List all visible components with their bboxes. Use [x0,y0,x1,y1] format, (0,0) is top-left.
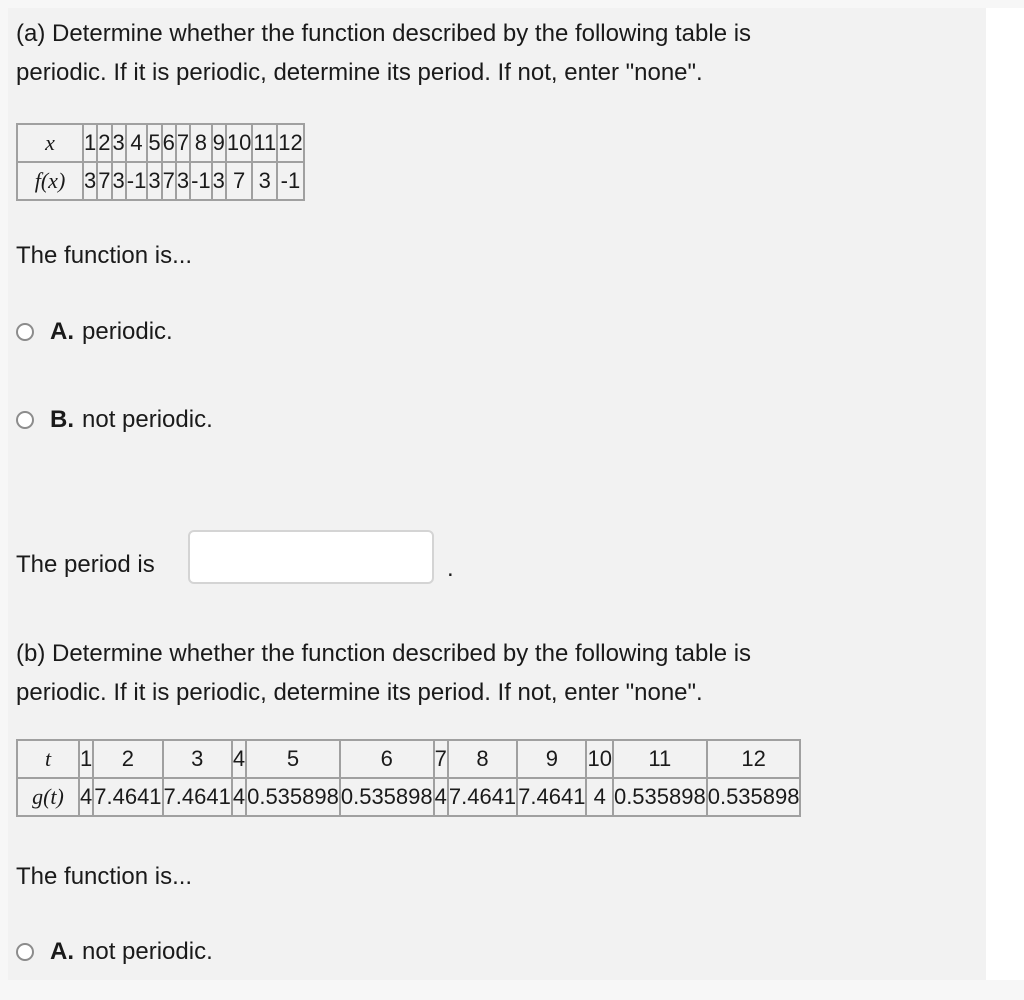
table-b-cell: 12 [707,740,801,778]
part-a-question-line1: (a) Determine whether the function described by the following table is [16,20,752,47]
table-b-cell: 4 [79,778,93,816]
option-letter: B. [50,406,74,433]
table-a-cell: 10 [226,124,252,162]
table-a-cell: 7 [176,124,190,162]
part-b-function-is: The function is... [16,863,193,890]
table-a-cell: 9 [212,124,226,162]
table-a-cell: 6 [162,124,176,162]
table-a [16,123,305,201]
radio-button[interactable] [16,411,34,429]
part-a-option-b[interactable] [16,406,213,434]
radio-button[interactable] [16,323,34,341]
table-a-row-fx [17,162,304,200]
part-a-question-line2: periodic. If it is periodic, determine its period. If not, enter "none". [16,59,703,86]
table-b-cell: 3 [163,740,232,778]
table-b [16,739,801,817]
table-a-cell: -1 [126,162,148,200]
table-a-cell: 3 [83,162,97,200]
table-b-cell: 8 [448,740,517,778]
option-letter: A. [50,318,74,345]
table-b-cell: 7 [434,740,448,778]
table-b-cell: 7.4641 [163,778,232,816]
table-a-cell: 7 [226,162,252,200]
table-b-row-t [17,740,800,778]
table-b-cell: 5 [246,740,340,778]
table-a-cell: 5 [147,124,161,162]
table-a-header-fx: f(x) [17,162,83,200]
table-b-cell: 4 [232,778,246,816]
table-b-cell: 6 [340,740,434,778]
radio-button[interactable] [16,943,34,961]
table-a-row-x [17,124,304,162]
table-a-cell: 3 [212,162,226,200]
table-a-cell: 7 [97,162,111,200]
part-a-option-a[interactable] [16,318,173,346]
period-suffix: . [447,555,454,582]
table-b-cell: 2 [93,740,162,778]
table-a-cell: 12 [277,124,303,162]
part-b-question-line1: (b) Determine whether the function described by the following table is [16,640,752,667]
period-label: The period is [16,551,155,578]
table-a-cell: 1 [83,124,97,162]
table-a-cell: 7 [162,162,176,200]
table-b-header-gt: g(t) [17,778,79,816]
table-a-cell: 3 [112,162,126,200]
table-b-cell: 0.535898 [707,778,801,816]
option-text: not periodic. [82,938,213,965]
table-a-cell: 4 [126,124,148,162]
table-a-header-x: x [17,124,83,162]
part-b-option-a[interactable] [16,938,213,966]
table-a-cell: -1 [190,162,212,200]
table-a-cell: 8 [190,124,212,162]
part-a-question [16,14,751,92]
part-b-question-line2: periodic. If it is periodic, determine its period. If not, enter "none". [16,679,703,706]
part-a-function-is: The function is... [16,242,193,269]
table-b-cell: 4 [586,778,612,816]
part-b-question [16,634,751,712]
table-b-cell: 0.535898 [613,778,707,816]
table-b-cell: 7.4641 [517,778,586,816]
table-b-header-t: t [17,740,79,778]
table-b-cell: 7.4641 [448,778,517,816]
option-text: not periodic. [82,406,213,433]
table-b-cell: 10 [586,740,612,778]
table-a-cell: 3 [252,162,277,200]
table-a-cell: 3 [112,124,126,162]
table-a-cell: -1 [277,162,303,200]
table-a-cell: 11 [252,124,277,162]
period-input[interactable] [188,530,434,584]
table-b-cell: 7.4641 [93,778,162,816]
option-text: periodic. [82,318,173,345]
table-b-cell: 0.535898 [246,778,340,816]
table-a-cell: 3 [147,162,161,200]
table-b-cell: 4 [434,778,448,816]
table-a-cell: 3 [176,162,190,200]
table-b-cell: 9 [517,740,586,778]
table-b-cell: 1 [79,740,93,778]
table-b-row-gt [17,778,800,816]
option-letter: A. [50,938,74,965]
table-b-cell: 11 [613,740,707,778]
table-b-cell: 4 [232,740,246,778]
right-margin [986,8,1024,980]
table-a-cell: 2 [97,124,111,162]
table-b-cell: 0.535898 [340,778,434,816]
